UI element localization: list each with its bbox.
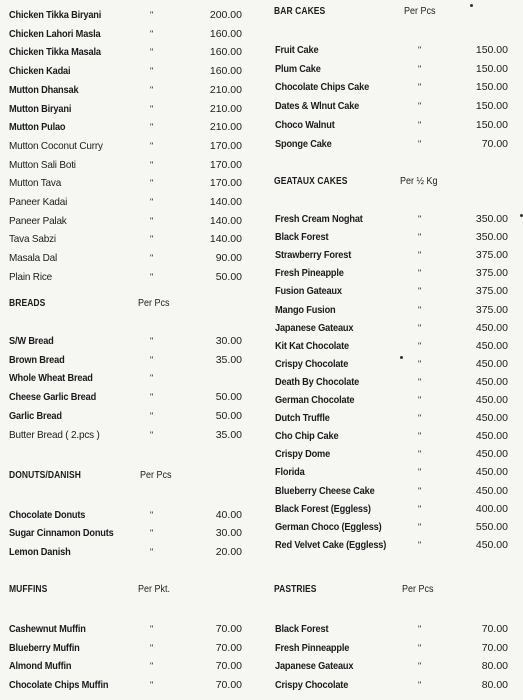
menu-row xyxy=(262,518,523,536)
item-name: Choco Walnut xyxy=(275,118,335,131)
item-price: 35.00 xyxy=(215,353,242,366)
item-name: Black Forest xyxy=(275,623,329,635)
menu-row xyxy=(262,264,523,282)
item-price: 350.00 xyxy=(475,231,508,244)
item-price: 170.00 xyxy=(209,139,242,152)
menu-row xyxy=(262,657,523,675)
ditto-mark: " xyxy=(150,197,154,207)
menu-row xyxy=(0,620,262,638)
item-name: Fresh Pinneapple xyxy=(275,641,350,654)
menu-row xyxy=(262,676,523,694)
menu-row xyxy=(262,319,523,337)
menu-row xyxy=(0,524,262,542)
item-price: 450.00 xyxy=(475,412,508,425)
item-price: 70.00 xyxy=(481,137,508,150)
item-price: 450.00 xyxy=(475,339,508,352)
menu-row xyxy=(262,391,523,409)
menu-row xyxy=(0,388,262,406)
section-unit: Per ½ Kg xyxy=(400,176,438,187)
item-price: 450.00 xyxy=(475,484,508,497)
menu-row xyxy=(0,174,262,192)
ditto-mark: " xyxy=(418,661,422,672)
ditto-mark: " xyxy=(150,680,154,691)
item-name: Chocolate Chips Muffin xyxy=(9,679,109,692)
ditto-mark: " xyxy=(150,84,154,95)
item-price: 50.00 xyxy=(215,409,242,422)
scan-speck xyxy=(470,4,473,7)
item-name: Garlic Bread xyxy=(9,409,62,422)
item-name: Fresh Pineapple xyxy=(275,267,344,280)
item-price: 50.00 xyxy=(215,391,242,404)
item-name: Mutton Biryani xyxy=(9,102,72,115)
menu-row xyxy=(0,351,262,369)
menu-row xyxy=(0,81,262,99)
item-name: Japanese Gateaux xyxy=(275,321,354,334)
item-name: Strawberry Forest xyxy=(275,249,352,262)
item-name: Cho Chip Cake xyxy=(275,430,339,443)
menu-row xyxy=(0,676,262,694)
item-name: Cashewnut Muffin xyxy=(9,623,86,635)
menu-row xyxy=(262,97,523,115)
item-name: Paneer Palak xyxy=(9,214,67,227)
menu-row xyxy=(262,116,523,134)
ditto-mark: " xyxy=(418,304,422,315)
section-heading: MUFFINS xyxy=(9,584,48,595)
ditto-mark: " xyxy=(150,253,154,264)
menu-row xyxy=(262,639,523,657)
item-price: 375.00 xyxy=(475,249,508,262)
item-price: 375.00 xyxy=(475,303,508,316)
item-price: 150.00 xyxy=(475,44,508,56)
item-price: 70.00 xyxy=(215,660,242,673)
menu-row xyxy=(0,100,262,118)
item-name: Brown Bread xyxy=(9,353,65,366)
ditto-mark: " xyxy=(150,642,154,653)
item-price: 140.00 xyxy=(209,214,242,227)
ditto-mark: " xyxy=(418,268,422,279)
menu-row xyxy=(262,282,523,300)
item-price: 50.00 xyxy=(215,270,242,283)
ditto-mark: " xyxy=(418,340,422,351)
item-name: S/W Bread xyxy=(9,335,54,347)
item-price: 140.00 xyxy=(209,196,242,208)
item-price: 450.00 xyxy=(475,430,508,443)
item-name: Black Forest (Eggless) xyxy=(275,502,371,515)
ditto-mark: " xyxy=(418,119,422,130)
menu-row xyxy=(0,543,262,561)
right-column xyxy=(262,0,523,700)
item-price: 70.00 xyxy=(481,641,508,654)
section-unit: Per Pcs xyxy=(404,6,436,17)
item-price: 450.00 xyxy=(475,448,508,461)
item-price: 90.00 xyxy=(215,252,242,265)
item-price: 160.00 xyxy=(209,65,242,78)
menu-row xyxy=(262,409,523,427)
menu-row xyxy=(0,118,262,136)
ditto-mark: " xyxy=(418,395,422,405)
ditto-mark: " xyxy=(418,63,422,74)
menu-row xyxy=(262,620,523,638)
ditto-mark: " xyxy=(418,286,422,297)
ditto-mark: " xyxy=(418,521,422,532)
menu-row xyxy=(0,230,262,248)
item-name: Plain Rice xyxy=(9,270,53,283)
ditto-mark: " xyxy=(418,431,422,442)
item-name: Kit Kat Chocolate xyxy=(275,339,350,352)
menu-row xyxy=(0,43,262,61)
menu-row xyxy=(0,426,262,444)
item-name: Black Forest xyxy=(275,231,329,244)
ditto-mark: " xyxy=(150,159,154,170)
scan-speck xyxy=(400,356,403,359)
item-price: 450.00 xyxy=(475,375,508,388)
item-name: Chicken Lahori Masla xyxy=(9,27,101,40)
item-name: Fusion Gateaux xyxy=(275,285,342,298)
menu-row xyxy=(262,78,523,96)
item-price: 150.00 xyxy=(475,118,508,131)
item-price: 200.00 xyxy=(209,9,242,21)
item-name: Crispy Chocolate xyxy=(275,357,349,370)
item-price: 160.00 xyxy=(209,27,242,40)
item-name: Fruit Cake xyxy=(275,44,319,56)
ditto-mark: " xyxy=(150,271,154,282)
item-name: Blueberry Cheese Cake xyxy=(275,484,375,497)
item-name: Mutton Tava xyxy=(9,177,62,190)
item-name: German Choco (Eggless) xyxy=(275,520,382,533)
item-name: Whole Wheat Bread xyxy=(9,372,93,385)
ditto-mark: " xyxy=(418,503,422,514)
menu-row xyxy=(262,463,523,481)
item-name: Death By Chocolate xyxy=(275,375,360,388)
menu-row xyxy=(262,135,523,153)
item-price: 70.00 xyxy=(215,623,242,635)
ditto-mark: " xyxy=(418,624,422,634)
item-name: Crispy Dome xyxy=(275,448,331,461)
section-unit: Per Pcs xyxy=(140,470,172,481)
menu-row xyxy=(0,506,262,524)
ditto-mark: " xyxy=(150,103,154,114)
ditto-mark: " xyxy=(150,10,154,20)
item-price: 170.00 xyxy=(209,177,242,190)
item-price: 375.00 xyxy=(475,267,508,280)
ditto-mark: " xyxy=(150,546,154,557)
item-price: 30.00 xyxy=(215,335,242,347)
menu-row xyxy=(262,301,523,319)
menu-row xyxy=(0,332,262,350)
ditto-mark: " xyxy=(150,215,154,226)
section-heading: PASTRIES xyxy=(274,584,317,595)
ditto-mark: " xyxy=(418,539,422,550)
item-price: 70.00 xyxy=(481,623,508,635)
item-name: Dutch Truffle xyxy=(275,412,330,425)
ditto-mark: " xyxy=(150,410,154,421)
ditto-mark: " xyxy=(150,354,154,365)
item-price: 450.00 xyxy=(475,538,508,551)
menu-row xyxy=(0,407,262,425)
item-name: Mutton Sali Boti xyxy=(9,158,76,171)
item-price: 40.00 xyxy=(215,509,242,521)
item-price: 140.00 xyxy=(209,233,242,246)
ditto-mark: " xyxy=(418,467,422,478)
menu-row xyxy=(262,355,523,373)
ditto-mark: " xyxy=(150,510,154,520)
item-price: 70.00 xyxy=(215,641,242,654)
item-price: 70.00 xyxy=(215,679,242,692)
menu-row xyxy=(0,639,262,657)
menu-row xyxy=(262,482,523,500)
item-name: Florida xyxy=(275,466,305,479)
item-name: Dates & Wlnut Cake xyxy=(275,100,360,113)
menu-row xyxy=(262,373,523,391)
menu-row xyxy=(262,228,523,246)
menu-row xyxy=(262,427,523,445)
item-name: Sponge Cake xyxy=(275,137,332,150)
item-price: 450.00 xyxy=(475,357,508,370)
item-price: 400.00 xyxy=(475,502,508,515)
item-name: Mutton Coconut Curry xyxy=(9,139,103,152)
menu-row xyxy=(262,536,523,554)
item-price: 210.00 xyxy=(209,102,242,115)
ditto-mark: " xyxy=(418,214,422,224)
ditto-mark: " xyxy=(150,429,154,440)
ditto-mark: " xyxy=(150,178,154,189)
item-name: Sugar Cinnamon Donuts xyxy=(9,527,114,540)
item-name: Almond Muffin xyxy=(9,660,72,673)
menu-row xyxy=(262,500,523,518)
ditto-mark: " xyxy=(150,373,154,384)
item-name: Masala Dal xyxy=(9,252,58,265)
ditto-mark: " xyxy=(150,66,154,77)
section-unit: Per Pkt. xyxy=(138,584,171,595)
item-price: 80.00 xyxy=(481,660,508,673)
ditto-mark: " xyxy=(150,661,154,672)
ditto-mark: " xyxy=(418,45,422,55)
item-price: 450.00 xyxy=(475,466,508,479)
ditto-mark: " xyxy=(418,680,422,691)
item-price: 35.00 xyxy=(215,428,242,441)
ditto-mark: " xyxy=(418,250,422,261)
ditto-mark: " xyxy=(418,138,422,149)
ditto-mark: " xyxy=(150,234,154,245)
item-price: 80.00 xyxy=(481,679,508,692)
item-name: Butter Bread ( 2.pcs ) xyxy=(9,428,100,441)
item-name: Crispy Chocolate xyxy=(275,679,349,692)
ditto-mark: " xyxy=(418,322,422,333)
section-unit: Per Pcs xyxy=(402,584,434,595)
menu-row xyxy=(0,249,262,267)
menu-row xyxy=(0,369,262,387)
item-name: Mango Fusion xyxy=(275,303,336,316)
item-name: Mutton Pulao xyxy=(9,121,66,134)
menu-row xyxy=(0,137,262,155)
section-heading: BAR CAKES xyxy=(274,6,326,17)
item-name: Chicken Tikka Biryani xyxy=(9,9,102,21)
item-price: 30.00 xyxy=(215,527,242,540)
item-name: German Chocolate xyxy=(275,394,355,406)
ditto-mark: " xyxy=(418,376,422,387)
item-name: Lemon Danish xyxy=(9,545,71,558)
ditto-mark: " xyxy=(150,336,154,346)
menu-row xyxy=(262,210,523,228)
menu-row xyxy=(262,41,523,59)
item-price: 150.00 xyxy=(475,62,508,75)
item-name: Blueberry Muffin xyxy=(9,641,80,654)
item-price: 160.00 xyxy=(209,46,242,59)
menu-row xyxy=(0,268,262,286)
ditto-mark: " xyxy=(418,413,422,424)
item-name: Red Velvet Cake (Eggless) xyxy=(275,538,387,551)
ditto-mark: " xyxy=(150,28,154,39)
ditto-mark: " xyxy=(418,82,422,93)
menu-row xyxy=(262,60,523,78)
menu-row xyxy=(262,445,523,463)
ditto-mark: " xyxy=(418,642,422,653)
ditto-mark: " xyxy=(418,101,422,112)
section-heading: DONUTS/DANISH xyxy=(9,470,81,481)
ditto-mark: " xyxy=(150,122,154,133)
menu-row xyxy=(0,657,262,675)
ditto-mark: " xyxy=(150,140,154,151)
ditto-mark: " xyxy=(418,485,422,496)
ditto-mark: " xyxy=(418,358,422,369)
item-price: 170.00 xyxy=(209,158,242,171)
section-unit: Per Pcs xyxy=(138,298,170,309)
menu-row xyxy=(0,25,262,43)
item-price: 210.00 xyxy=(209,121,242,134)
item-price: 20.00 xyxy=(215,545,242,558)
ditto-mark: " xyxy=(418,449,422,460)
section-heading: BREADS xyxy=(9,298,46,309)
item-price: 210.00 xyxy=(209,83,242,96)
item-name: Japanese Gateaux xyxy=(275,660,354,673)
item-price: 450.00 xyxy=(475,321,508,334)
item-price: 550.00 xyxy=(475,520,508,533)
item-price: 375.00 xyxy=(475,285,508,298)
item-name: Paneer Kadai xyxy=(9,196,68,208)
ditto-mark: " xyxy=(418,232,422,243)
item-name: Mutton Dhansak xyxy=(9,83,79,96)
item-name: Chicken Kadai xyxy=(9,65,71,78)
menu-row xyxy=(262,246,523,264)
item-name: Tava Sabzi xyxy=(9,233,56,246)
item-name: Chocolate Chips Cake xyxy=(275,81,370,94)
item-name: Fresh Cream Noghat xyxy=(275,213,363,225)
menu-row xyxy=(0,6,262,24)
menu-row xyxy=(0,62,262,80)
ditto-mark: " xyxy=(150,528,154,539)
item-name: Plum Cake xyxy=(275,62,321,75)
ditto-mark: " xyxy=(150,392,154,403)
menu-row xyxy=(0,156,262,174)
section-heading: GEATAUX CAKES xyxy=(274,176,348,187)
item-price: 350.00 xyxy=(475,213,508,225)
menu-row xyxy=(0,212,262,230)
menu-row xyxy=(0,193,262,211)
ditto-mark: " xyxy=(150,47,154,58)
item-price: 150.00 xyxy=(475,100,508,113)
ditto-mark: " xyxy=(150,624,154,634)
item-name: Chocolate Donuts xyxy=(9,509,86,521)
menu-row xyxy=(262,337,523,355)
item-price: 150.00 xyxy=(475,81,508,94)
item-name: Chicken Tikka Masala xyxy=(9,46,101,59)
item-price: 450.00 xyxy=(475,394,508,406)
item-name: Cheese Garlic Bread xyxy=(9,391,97,404)
